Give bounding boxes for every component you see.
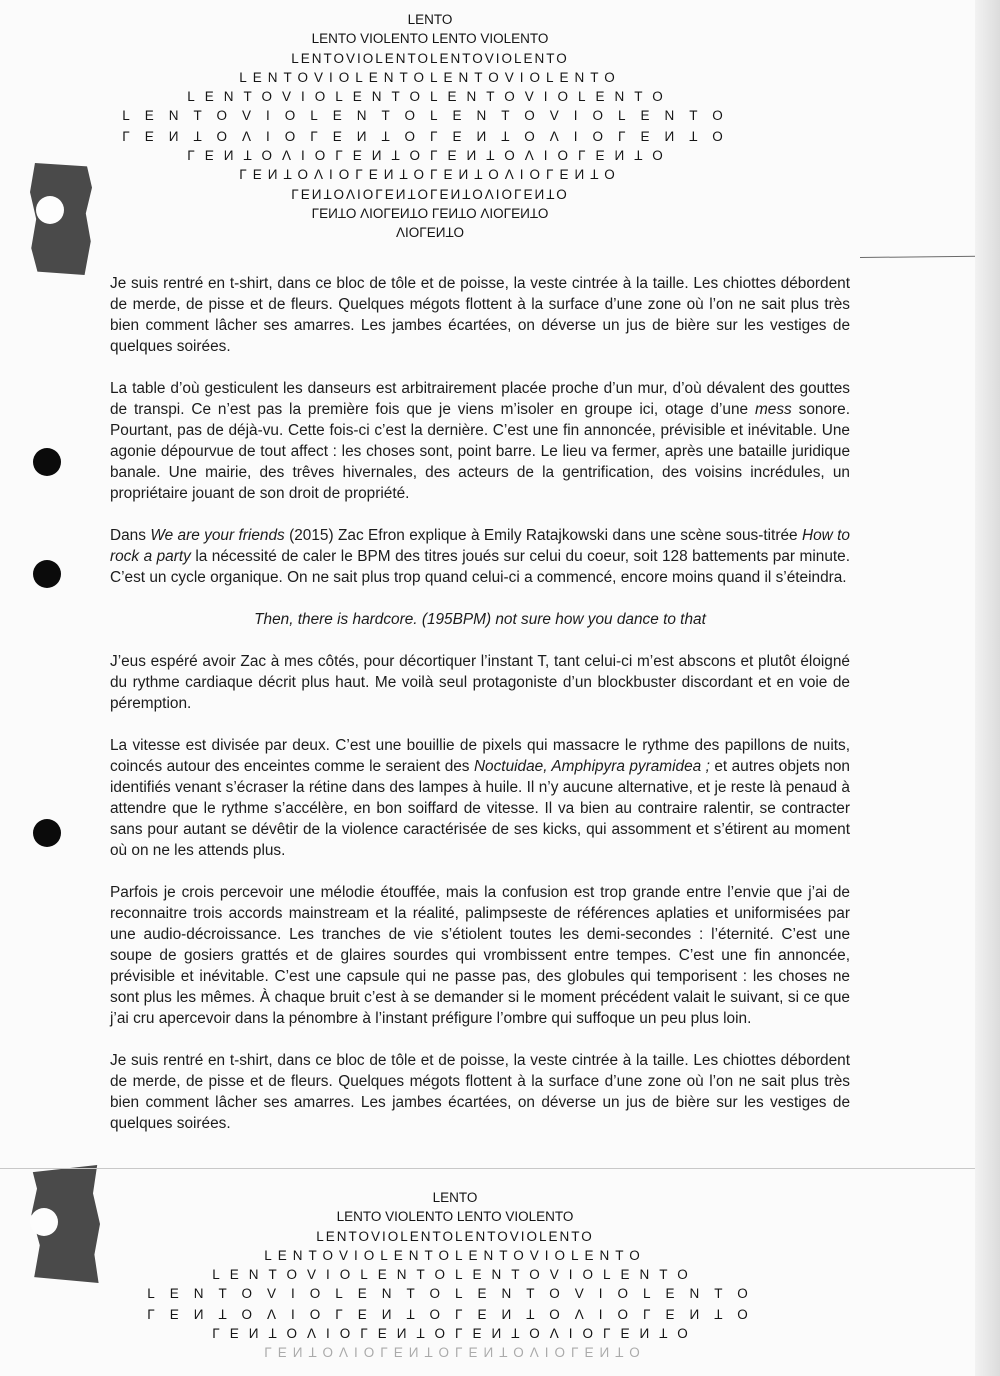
poem-line: LENTO VIOLENTO LENTO VIOLENTO xyxy=(311,31,549,47)
article-body xyxy=(110,273,850,1155)
concrete-poem-top xyxy=(0,10,860,242)
poem-line-mirrored: LENTOVIOLENTOLENTOVIOLENTO xyxy=(147,1306,763,1322)
poem-line: LENTOVIOLENTOLENTOVIOLENTO xyxy=(291,50,569,66)
poem-line: LENTOVIOLENTOLENTOVIOLENTO xyxy=(264,1247,646,1263)
paragraph: Je suis rentré en t-shirt, dans ce bloc de tôle et de poisse, la veste cintrée à la taille. Les chiottes débordent de merde, de pisse et de fleurs. Quelques mégots flottent à la surface d’une zone où l’on ne sait plus très bien comment lâcher ses amarres. Les jambes écartées, on déverse un jus de bière sur les vestiges de quelques soirées. xyxy=(110,1052,850,1132)
paragraph-text: la nécessité de caler le BPM des titres joués sur celui du coeur, soit 128 battements par minute. C’est un cycle organique. On ne sait plus trop quand celui-ci a commencé, encore moins quand il s’éteindra. xyxy=(110,548,851,586)
paragraph xyxy=(110,735,850,861)
paragraph-text: La table d’où gesticulent les danseurs est arbitrairement placée proche d’un mur, d’où dévalent des gouttes de transpi. Ce n’est pas la première fois que je viens m’isoler en groupe ici, otage d’une xyxy=(110,380,850,418)
paragraph: Parfois je crois percevoir une mélodie étouffée, mais la confusion est trop grande entre l’envie que j’ai de reconnaitre trois accords mainstream et la réalité, palimpseste de références aplaties et uniformisées par une audio-décroissance. Les tranches de vie s’étiolent toutes les demi-secondes : l’éternité. C’est une soupe de gosiers grattés et de glaires sourdes qui vrombissent entre tempes. C’est une fin annoncée, prévisible et inévitable. C’est une capsule qui ne passe pas, des globules qui temporisent : les choses ne sont plus les mêmes. À chaque bruit c’est à se demander si le moment précédent valait le suivant, si ce que j’ai cru apercevoir dans la pénombre à l’instant préfigure l’ombre qui suffoque un peu plus loin. xyxy=(110,884,850,1027)
paragraph-text: et autres objets non identifiés venant s’écraser la rétine dans des lampes à huile. Il n’y aucune alternative, et je reste là penaud à attendre que le rythme s’accélère, en bon soiffard de vitesse. Il va bien au contraire ralentir, se contracter sans pour autant se dévêtir de la violence caractérisée de ses kicks, qui assomment et s’étirent au moment où on ne les attends plus. xyxy=(110,758,850,859)
poem-line: LENTOVIOLENTOLENTOVIOLENTO xyxy=(316,1228,594,1244)
poem-line: LENTOVIOLENTOLENTOVIOLENTO xyxy=(122,108,738,124)
poem-line: LENTO VIOLENTO LENTO VIOLENTO xyxy=(336,1209,574,1225)
paragraph-text: sonore. Pourtant, pas de déjà-vu. Cette fois-ci c’est la dernière. C’est une fin annoncée, prévisible et inévitable. Une agonie dépourvue de tout affect : les choses sont, point barre. Le lieu va fermer, après une bataille juridique banale. Une mairie, des trêves hivernales, des acteurs de la gentrification, des voisins incrédules, un propriétaire jouant de son droit de propriété. xyxy=(110,401,850,502)
poem-line-mirrored: LENTO VIOLENTO LENTO VIOLENTO xyxy=(311,205,549,221)
paragraph: J’eus espéré avoir Zac à mes côtés, pour décortiquer l’instant T, tant celui-ci m’est abscons et plutôt éloigné du rythme cardiaque décrit plus haut. Me voilà seul protagoniste d’un blockbuster discordant et en voie de péremption. xyxy=(110,653,850,712)
poem-line-mirrored: LENTOVIOLENTOLENTOVIOLENTO xyxy=(122,128,738,144)
poem-line-mirrored: LENTOVIOLENTOLENTOVIOLENTO xyxy=(291,185,569,201)
poem-line-mirrored: VIOLENTO xyxy=(395,224,465,240)
page-edge xyxy=(975,0,1000,1376)
poem-line: LENTOVIOLENTOLENTOVIOLENTO xyxy=(187,89,673,105)
pull-quote: Then, there is hardcore. (195BPM) not sure how you dance to that xyxy=(254,611,706,628)
paragraph-text: (2015) Zac Efron explique à Emily Ratajkowski dans une scène sous-titrée xyxy=(284,527,802,544)
poem-line-mirrored: LENTOVIOLENTOLENTOVIOLENTO xyxy=(212,1325,698,1341)
species-name: Noctuidae, Amphipyra pyramidea ; xyxy=(473,758,710,775)
paragraph-text: La vitesse est divisée par deux. C’est une bouillie de pixels qui massacre le rythme des papillons de nuits, coincés autour des enceintes comme le seraient des xyxy=(110,737,850,775)
film-title: We are your friends xyxy=(150,527,285,544)
concrete-poem-bottom xyxy=(25,1188,885,1362)
punch-hole-1 xyxy=(33,448,61,476)
paragraph: Je suis rentré en t-shirt, dans ce bloc de tôle et de poisse, la veste cintrée à la taille. Les chiottes débordent de merde, de pisse et de fleurs. Quelques mégots flottent à la surface d’une zone où l’on ne sait plus très bien comment lâcher ses amarres. Les jambes écartées, on déverse un jus de bière sur les vestiges de quelques soirées. xyxy=(110,275,850,355)
punch-hole-2 xyxy=(33,560,61,588)
poem-line-mirrored: LENTOVIOLENTOLENTOVIOLENTO xyxy=(187,147,673,163)
poem-line: LENTO xyxy=(407,12,453,27)
scene-title: How to rock a party xyxy=(110,527,850,565)
paragraph xyxy=(110,378,850,504)
paragraph xyxy=(110,525,850,588)
punch-hole-3 xyxy=(33,819,61,847)
page-separator xyxy=(0,1168,982,1169)
italic-term: mess xyxy=(754,401,792,418)
poem-line: LENTO xyxy=(432,1190,478,1205)
poem-line-mirrored: LENTOVIOLENTOLENTOVIOLENTO xyxy=(239,166,621,182)
poem-line: LENTOVIOLENTOLENTOVIOLENTO xyxy=(147,1286,763,1302)
paragraph-text: Dans xyxy=(110,527,151,544)
poem-line: LENTOVIOLENTOLENTOVIOLENTO xyxy=(239,69,621,85)
poem-line: LENTOVIOLENTOLENTOVIOLENTO xyxy=(212,1267,698,1283)
poem-line-mirrored: LENTOVIOLENTOLENTOVIOLENTO xyxy=(264,1344,646,1360)
